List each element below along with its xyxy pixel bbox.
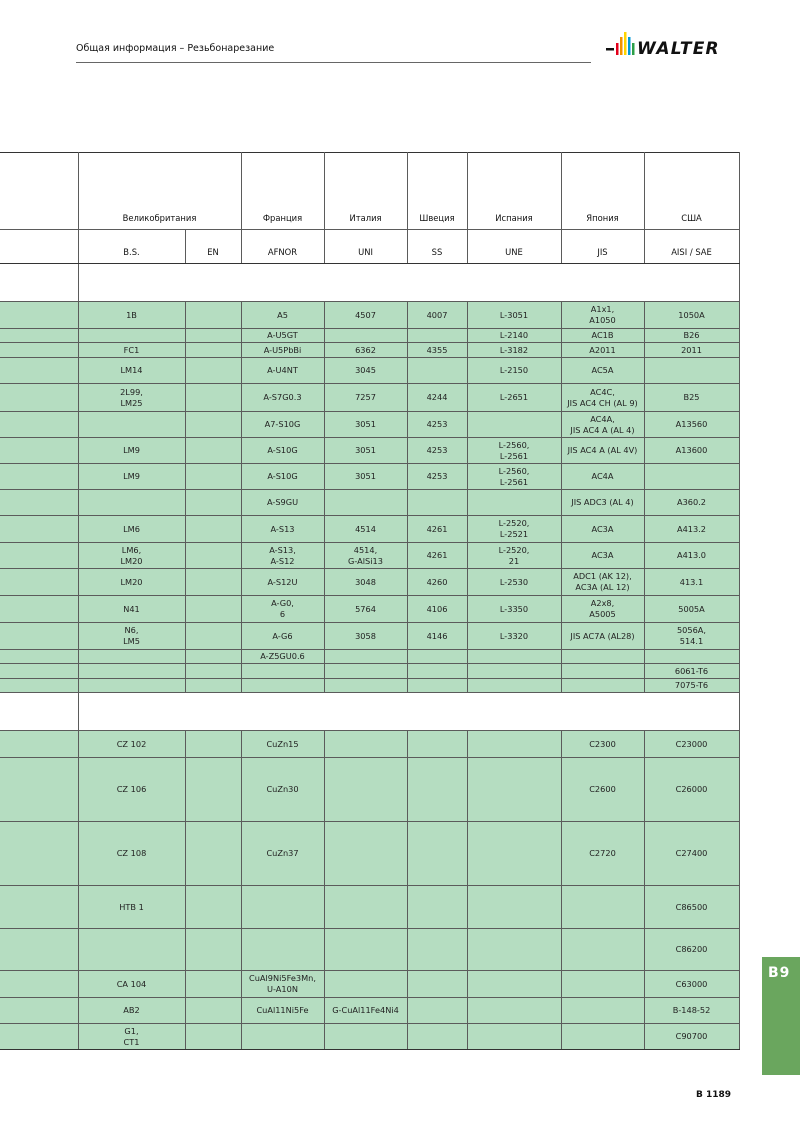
- table-cell: CZ 106: [78, 758, 185, 822]
- table-cell: 6061-T6: [644, 664, 739, 679]
- table-cell: L-3350: [467, 596, 561, 623]
- stub-cell: [0, 596, 78, 623]
- table-cell: CuZn15: [241, 731, 324, 758]
- stub-cell: [0, 490, 78, 516]
- table-cell: A-U5PbBi: [241, 343, 324, 358]
- table-cell: [78, 929, 185, 971]
- table-cell: LM6: [78, 516, 185, 543]
- section-tab-label: B9: [768, 965, 791, 981]
- table-row: [0, 822, 739, 886]
- table-cell: L-2560, L-2561: [467, 464, 561, 490]
- table-cell: [241, 1024, 324, 1050]
- table-row: [0, 153, 739, 230]
- table-cell: [324, 758, 407, 822]
- table-cell: 7075-T6: [644, 679, 739, 693]
- table-cell: A-S12U: [241, 569, 324, 596]
- table-cell: [185, 731, 241, 758]
- table-cell: 4261: [407, 543, 467, 569]
- table-cell: [407, 329, 467, 343]
- table-cell: [241, 929, 324, 971]
- stub-cell: [0, 516, 78, 543]
- table-cell: [78, 650, 185, 664]
- table-cell: B26: [644, 329, 739, 343]
- stub-cell: [0, 543, 78, 569]
- table-cell: [185, 623, 241, 650]
- table-cell: 4253: [407, 412, 467, 438]
- table-row: [0, 343, 739, 358]
- table-cell: C27400: [644, 822, 739, 886]
- table-cell: CZ 108: [78, 822, 185, 886]
- table-cell: A413.2: [644, 516, 739, 543]
- table-cell: [324, 679, 407, 693]
- table-cell: A-U4NT: [241, 358, 324, 384]
- table-cell: [78, 664, 185, 679]
- table-cell: [185, 664, 241, 679]
- table-row: [0, 230, 739, 264]
- table-cell: 4244: [407, 384, 467, 412]
- table-cell: [78, 412, 185, 438]
- stub-cell: [0, 1024, 78, 1050]
- table-cell: [324, 490, 407, 516]
- stub-cell: [0, 929, 78, 971]
- table-cell: [407, 731, 467, 758]
- table-cell: A413.0: [644, 543, 739, 569]
- table-row: [0, 384, 739, 412]
- page-header-title: Общая информация – Резьбонарезание: [76, 43, 275, 54]
- table-row: [0, 693, 739, 731]
- table-row: [0, 731, 739, 758]
- table-cell: [185, 822, 241, 886]
- table-cell: [324, 1024, 407, 1050]
- standard-header: JIS: [561, 230, 644, 264]
- table-cell: [185, 596, 241, 623]
- table-cell: FC1: [78, 343, 185, 358]
- stub-cell: [0, 664, 78, 679]
- table-cell: [185, 758, 241, 822]
- table-cell: [561, 971, 644, 998]
- table-row: [0, 679, 739, 693]
- country-header: Испания: [467, 153, 561, 230]
- table-cell: [185, 343, 241, 358]
- table-cell: B25: [644, 384, 739, 412]
- table-cell: L-2560, L-2561: [467, 438, 561, 464]
- table-cell: C2720: [561, 822, 644, 886]
- stub-cell: [0, 343, 78, 358]
- section-label-cell: [0, 693, 78, 731]
- table-cell: A13560: [644, 412, 739, 438]
- table-cell: [561, 1024, 644, 1050]
- country-header: Франция: [241, 153, 324, 230]
- table-cell: [407, 886, 467, 929]
- stub-cell: [0, 358, 78, 384]
- table-cell: JIS AC4 A (AL 4V): [561, 438, 644, 464]
- table-cell: [241, 886, 324, 929]
- table-row: [0, 971, 739, 998]
- stub-cell: [0, 464, 78, 490]
- table-cell: [324, 886, 407, 929]
- table-cell: [78, 490, 185, 516]
- table-cell: [185, 464, 241, 490]
- table-row: [0, 464, 739, 490]
- table-cell: L-3182: [467, 343, 561, 358]
- table-cell: A7-S10G: [241, 412, 324, 438]
- table-cell: 5005A: [644, 596, 739, 623]
- table-cell: C2600: [561, 758, 644, 822]
- table-cell: [324, 664, 407, 679]
- table-cell: CuZn30: [241, 758, 324, 822]
- table-cell: 3048: [324, 569, 407, 596]
- table-row: [0, 264, 739, 302]
- table-cell: 3051: [324, 438, 407, 464]
- table-cell: [467, 490, 561, 516]
- table-cell: A-S10G: [241, 464, 324, 490]
- table-cell: [324, 731, 407, 758]
- table-cell: [185, 886, 241, 929]
- table-cell: [467, 758, 561, 822]
- table-cell: [644, 464, 739, 490]
- table-cell: L-3320: [467, 623, 561, 650]
- table-cell: [407, 971, 467, 998]
- table-cell: 413.1: [644, 569, 739, 596]
- table-cell: G1, CT1: [78, 1024, 185, 1050]
- table-cell: L-2140: [467, 329, 561, 343]
- table-cell: CZ 102: [78, 731, 185, 758]
- stub-cell: [0, 569, 78, 596]
- table-cell: [78, 679, 185, 693]
- table-cell: [407, 358, 467, 384]
- table-cell: L-2150: [467, 358, 561, 384]
- table-cell: 3058: [324, 623, 407, 650]
- table-row: [0, 438, 739, 464]
- table-cell: 4507: [324, 302, 407, 329]
- header-divider: [76, 62, 591, 63]
- table-cell: 2011: [644, 343, 739, 358]
- table-cell: [185, 650, 241, 664]
- table-cell: C26000: [644, 758, 739, 822]
- table-cell: [467, 886, 561, 929]
- table-cell: CuZn37: [241, 822, 324, 886]
- table-cell: G-CuAl11Fe4Ni4: [324, 998, 407, 1024]
- standard-header: UNI: [324, 230, 407, 264]
- table-row: [0, 650, 739, 664]
- stub-cell: [0, 971, 78, 998]
- table-row: [0, 886, 739, 929]
- table-cell: C86500: [644, 886, 739, 929]
- table-cell: [185, 438, 241, 464]
- table-cell: [407, 650, 467, 664]
- table-cell: [561, 886, 644, 929]
- table-cell: [185, 329, 241, 343]
- table-cell: A1x1, A1050: [561, 302, 644, 329]
- table-cell: AC5A: [561, 358, 644, 384]
- table-cell: 4253: [407, 438, 467, 464]
- stub-cell: [0, 230, 78, 264]
- table-cell: [407, 664, 467, 679]
- table-cell: [467, 650, 561, 664]
- section-label-cell: [0, 264, 78, 302]
- table-cell: A-S7G0.3: [241, 384, 324, 412]
- table-cell: HTB 1: [78, 886, 185, 929]
- table-cell: [185, 679, 241, 693]
- table-cell: [407, 679, 467, 693]
- table-cell: [324, 929, 407, 971]
- table-row: [0, 1024, 739, 1050]
- table-cell: A13600: [644, 438, 739, 464]
- table-cell: [185, 543, 241, 569]
- table-cell: [467, 929, 561, 971]
- table-cell: L-2651: [467, 384, 561, 412]
- table-cell: CA 104: [78, 971, 185, 998]
- section-tab-b9: [762, 957, 800, 1075]
- table-cell: [561, 929, 644, 971]
- table-cell: [185, 490, 241, 516]
- table-cell: 7257: [324, 384, 407, 412]
- country-header: Швеция: [407, 153, 467, 230]
- table-cell: LM20: [78, 569, 185, 596]
- table-cell: B-148-52: [644, 998, 739, 1024]
- table-row: [0, 516, 739, 543]
- stub-cell: [0, 412, 78, 438]
- stub-cell: [0, 650, 78, 664]
- table-cell: N6, LM5: [78, 623, 185, 650]
- table-cell: [467, 664, 561, 679]
- table-cell: [78, 329, 185, 343]
- table-cell: [467, 998, 561, 1024]
- table-cell: 1050A: [644, 302, 739, 329]
- table-cell: 4355: [407, 343, 467, 358]
- table-cell: 5764: [324, 596, 407, 623]
- table-row: [0, 329, 739, 343]
- country-header: США: [644, 153, 739, 230]
- table-cell: C2300: [561, 731, 644, 758]
- table-cell: [467, 822, 561, 886]
- table-cell: [324, 971, 407, 998]
- table-cell: [467, 412, 561, 438]
- table-cell: JIS ADC3 (AL 4): [561, 490, 644, 516]
- table-cell: [185, 384, 241, 412]
- table-cell: [407, 490, 467, 516]
- table-row: [0, 758, 739, 822]
- section-spacer: [78, 264, 739, 302]
- table-row: [0, 412, 739, 438]
- table-cell: [644, 650, 739, 664]
- table-cell: A-G0, 6: [241, 596, 324, 623]
- table-cell: C90700: [644, 1024, 739, 1050]
- table-row: [0, 543, 739, 569]
- table-cell: 1B: [78, 302, 185, 329]
- table-cell: [185, 516, 241, 543]
- table-cell: AC4A: [561, 464, 644, 490]
- table-cell: 6362: [324, 343, 407, 358]
- table-cell: 2L99, LM25: [78, 384, 185, 412]
- stub-cell: [0, 302, 78, 329]
- stub-cell: [0, 679, 78, 693]
- table-cell: [407, 758, 467, 822]
- table-cell: [467, 971, 561, 998]
- table-cell: [561, 650, 644, 664]
- standard-header: AISI / SAE: [644, 230, 739, 264]
- table-cell: 4146: [407, 623, 467, 650]
- table-cell: [407, 929, 467, 971]
- table-row: [0, 623, 739, 650]
- table-cell: A-S13: [241, 516, 324, 543]
- table-cell: [185, 971, 241, 998]
- table-cell: [185, 929, 241, 971]
- table-cell: 4261: [407, 516, 467, 543]
- table-cell: 4106: [407, 596, 467, 623]
- walter-logo: [604, 32, 744, 62]
- table-cell: C23000: [644, 731, 739, 758]
- country-header: Италия: [324, 153, 407, 230]
- standard-header: EN: [185, 230, 241, 264]
- table-row: [0, 490, 739, 516]
- stub-cell: [0, 153, 78, 230]
- table-cell: [324, 650, 407, 664]
- table-cell: A-S13, A-S12: [241, 543, 324, 569]
- table-cell: LM9: [78, 438, 185, 464]
- table-cell: A2011: [561, 343, 644, 358]
- table-row: [0, 664, 739, 679]
- table-cell: 3051: [324, 412, 407, 438]
- table-cell: 4007: [407, 302, 467, 329]
- table-row: [0, 998, 739, 1024]
- table-cell: [185, 998, 241, 1024]
- table-cell: CuAl11Ni5Fe: [241, 998, 324, 1024]
- table-cell: [644, 358, 739, 384]
- table-cell: A5: [241, 302, 324, 329]
- table-cell: A-G6: [241, 623, 324, 650]
- table-cell: [324, 329, 407, 343]
- table-cell: 4253: [407, 464, 467, 490]
- table-cell: AC3A: [561, 543, 644, 569]
- stub-cell: [0, 758, 78, 822]
- table-row: [0, 929, 739, 971]
- standard-header: SS: [407, 230, 467, 264]
- table-cell: A2x8, A5005: [561, 596, 644, 623]
- table-cell: A-Z5GU0.6: [241, 650, 324, 664]
- table-cell: [185, 358, 241, 384]
- standard-header: AFNOR: [241, 230, 324, 264]
- table-cell: AC4A, JIS AC4 A (AL 4): [561, 412, 644, 438]
- table-row: [0, 596, 739, 623]
- standard-header: B.S.: [78, 230, 185, 264]
- table-cell: [407, 998, 467, 1024]
- stub-cell: [0, 384, 78, 412]
- table-cell: A-S9GU: [241, 490, 324, 516]
- table-cell: C63000: [644, 971, 739, 998]
- table-cell: [407, 822, 467, 886]
- stub-cell: [0, 998, 78, 1024]
- stub-cell: [0, 438, 78, 464]
- table-cell: [185, 1024, 241, 1050]
- table-cell: AC1B: [561, 329, 644, 343]
- section-spacer: [78, 693, 739, 731]
- table-row: [0, 569, 739, 596]
- table-cell: 4514, G-AlSi13: [324, 543, 407, 569]
- table-cell: [407, 1024, 467, 1050]
- stub-cell: [0, 822, 78, 886]
- table-cell: L-3051: [467, 302, 561, 329]
- table-cell: AC3A: [561, 516, 644, 543]
- table-cell: 4260: [407, 569, 467, 596]
- table-cell: [467, 679, 561, 693]
- table-cell: A-S10G: [241, 438, 324, 464]
- table-cell: CuAl9Ni5Fe3Mn, U-A10N: [241, 971, 324, 998]
- table-cell: [241, 679, 324, 693]
- stub-cell: [0, 623, 78, 650]
- table-cell: [467, 731, 561, 758]
- table-cell: [561, 679, 644, 693]
- table-cell: [185, 569, 241, 596]
- table-cell: [324, 822, 407, 886]
- table-cell: LM6, LM20: [78, 543, 185, 569]
- stub-cell: [0, 886, 78, 929]
- table-cell: A360.2: [644, 490, 739, 516]
- table-cell: ADC1 (AK 12), AC3A (AL 12): [561, 569, 644, 596]
- table-cell: [241, 664, 324, 679]
- table-cell: 3051: [324, 464, 407, 490]
- table-row: [0, 358, 739, 384]
- stub-cell: [0, 329, 78, 343]
- table-cell: [185, 412, 241, 438]
- table-cell: 4514: [324, 516, 407, 543]
- country-header: Великобритания: [78, 153, 241, 230]
- table-cell: L-2520, L-2521: [467, 516, 561, 543]
- table-cell: 3045: [324, 358, 407, 384]
- table-cell: [467, 1024, 561, 1050]
- material-comparison-table: [0, 152, 739, 1050]
- table-cell: AB2: [78, 998, 185, 1024]
- table-cell: [561, 664, 644, 679]
- table-cell: L-2520, 21: [467, 543, 561, 569]
- table-cell: LM9: [78, 464, 185, 490]
- table-cell: [561, 998, 644, 1024]
- table-cell: JIS AC7A (AL28): [561, 623, 644, 650]
- table-cell: L-2530: [467, 569, 561, 596]
- stub-cell: [0, 731, 78, 758]
- table-cell: A-U5GT: [241, 329, 324, 343]
- table-cell: LM14: [78, 358, 185, 384]
- standard-header: UNE: [467, 230, 561, 264]
- table-cell: AC4C, JIS AC4 CH (AL 9): [561, 384, 644, 412]
- table-cell: 5056A, 514.1: [644, 623, 739, 650]
- table-cell: [185, 302, 241, 329]
- table-cell: C86200: [644, 929, 739, 971]
- table-row: [0, 302, 739, 329]
- logo-wordmark: WALTER: [637, 39, 720, 59]
- table-cell: N41: [78, 596, 185, 623]
- country-header: Япония: [561, 153, 644, 230]
- page-number: B 1189: [696, 1090, 732, 1100]
